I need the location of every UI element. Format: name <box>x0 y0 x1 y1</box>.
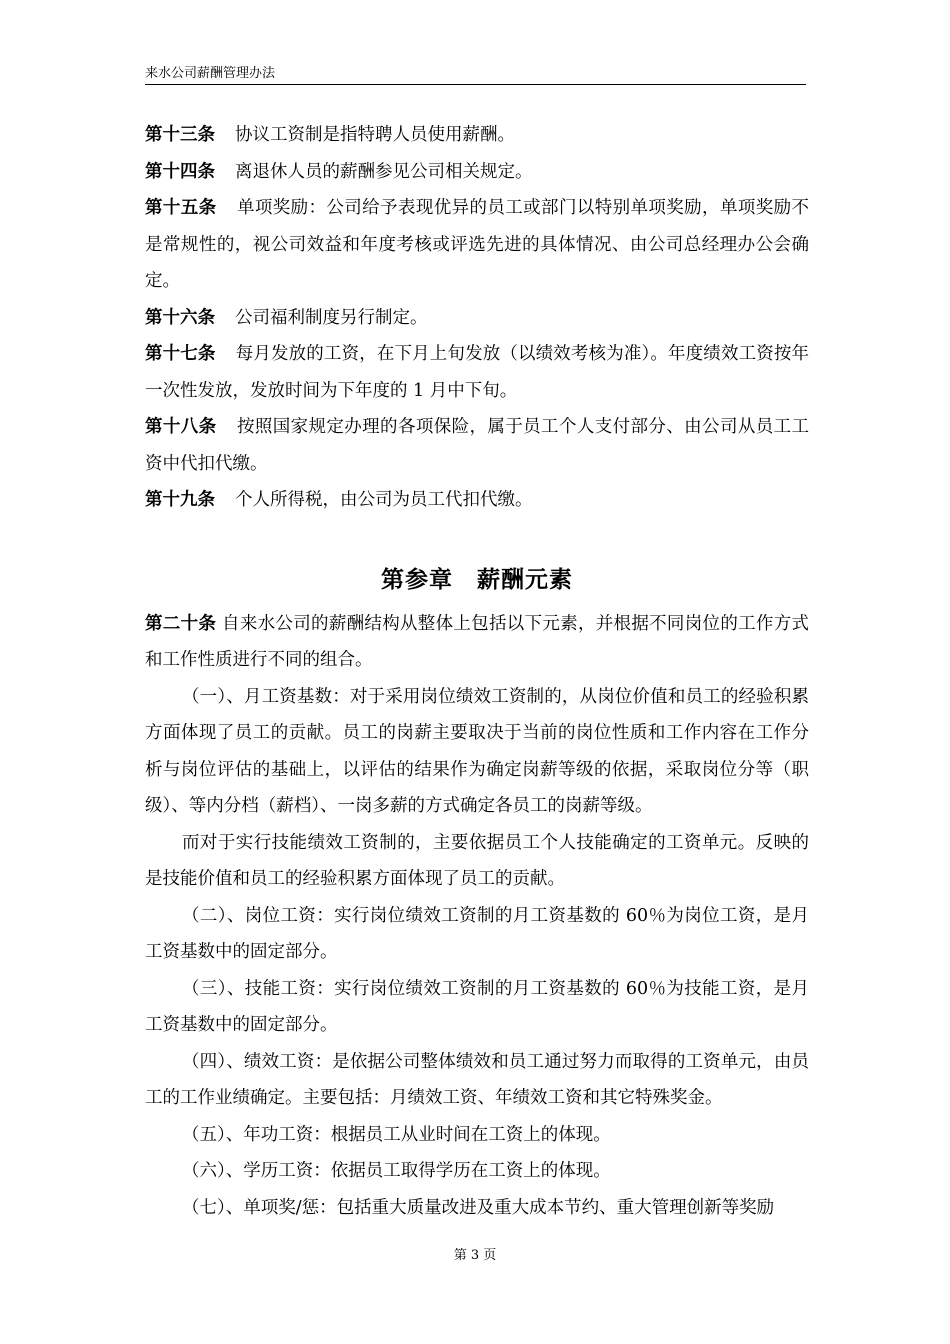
page-number: 第 3 页 <box>453 1248 497 1263</box>
article-text: 单项奖励：公司给予表现优异的员工或部门以特别单项奖励，单项奖励不是常规性的，视公司效益和年度考核或评选先进的具体情况、由公司总经理办公会确定。 <box>145 198 810 291</box>
document-body <box>145 117 809 1226</box>
paragraph-skill-wage: （三）、技能工资：实行岗位绩效工资制的月工资基数的 60％为技能工资，是月工资基数中的固定部分。 <box>145 978 809 1035</box>
article-13 <box>145 117 809 154</box>
paragraph-skill-based: 而对于实行技能绩效工资制的，主要依据员工个人技能确定的工资单元。反映的是技能价值和员工的经验积累方面体现了员工的贡献。 <box>145 832 809 889</box>
article-18 <box>145 409 809 482</box>
article-text: 公司福利制度另行制定。 <box>235 307 428 328</box>
paragraph-performance-wage: （四）、绩效工资：是依据公司整体绩效和员工通过努力而取得的工资单元，由员工的工作业绩确定。主要包括：月绩效工资、年绩效工资和其它特殊奖金。 <box>145 1051 809 1108</box>
chapter-heading: 第参章 薪酬元素 <box>381 565 573 593</box>
article-14 <box>145 154 809 191</box>
article-text: 离退休人员的薪酬参见公司相关规定。 <box>235 161 533 182</box>
article-label: 第十七条 <box>145 344 216 364</box>
article-label: 第十八条 <box>145 417 217 437</box>
article-text: 自来水公司的薪酬结构从整体上包括以下元素，并根据不同岗位的工作方式和工作性质进行不同的组合。 <box>145 613 810 670</box>
article-17 <box>145 336 809 409</box>
article-text: 个人所得税，由公司为员工代扣代缴。 <box>235 490 533 510</box>
article-label: 第十三条 <box>145 125 215 145</box>
article-label: 第十九条 <box>145 490 215 510</box>
article-label: 第十四条 <box>145 161 215 182</box>
article-15 <box>145 190 809 300</box>
paragraph-position-wage: （二）、岗位工资：实行岗位绩效工资制的月工资基数的 60％为岗位工资，是月工资基数中的固定部分。 <box>145 905 809 962</box>
page-header <box>145 64 806 85</box>
article-label: 第十五条 <box>145 198 217 218</box>
article-text: 协议工资制是指特聘人员使用薪酬。 <box>235 125 515 145</box>
article-text: 每月发放的工资，在下月上旬发放（以绩效考核为准）。年度绩效工资按年一次性发放，发放时间为下年度的 1 月中下旬。 <box>145 344 810 401</box>
article-label: 第十六条 <box>145 307 215 328</box>
paragraph-monthly-base: （一）、月工资基数：对于采用岗位绩效工资制的，从岗位价值和员工的经验积累方面体现了员工的贡献。员工的岗薪主要取决于当前的岗位性质和工作内容在工作分析与岗位评估的基础上，以评估的结果作为确定岗薪等级的依据，采取岗位分等（职级）、等内分档（薪档）、一岗多薪的方式确定各员工的岗薪等级。 <box>145 686 809 816</box>
article-19 <box>145 482 809 519</box>
article-20 <box>145 606 809 679</box>
page-footer <box>0 1244 950 1263</box>
paragraph-bonus-penalty: （七）、单项奖/惩：包括重大质量改进及重大成本节约、重大管理创新等奖励 <box>182 1197 775 1218</box>
document-title: 来水公司薪酬管理办法 <box>145 66 276 81</box>
article-16 <box>145 300 809 337</box>
article-text: 按照国家规定办理的各项保险，属于员工个人支付部分、由公司从员工工资中代扣代缴。 <box>145 417 810 474</box>
article-label: 第二十条 <box>145 613 217 634</box>
paragraph-seniority-wage: （五）、年功工资：根据员工从业时间在工资上的体现。 <box>182 1124 611 1145</box>
paragraph-education-wage: （六）、学历工资：依据员工取得学历在工资上的体现。 <box>182 1161 611 1181</box>
